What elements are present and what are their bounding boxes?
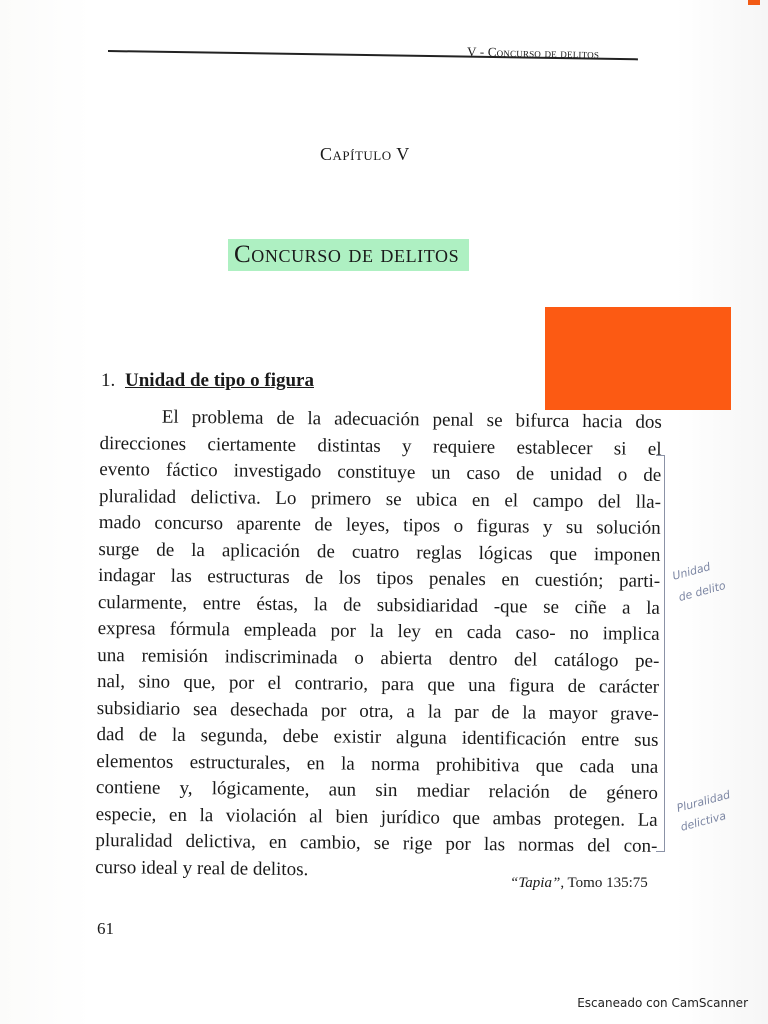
body-line: cularmente, entre éstas, la de subsidiaridad -que se ciñe a la [97,591,661,619]
body-line: elementos estructurales, en la norma prohibitiva que cada una [96,750,659,778]
margin-note: de delito [677,578,728,605]
margin-note: Unidad [670,560,712,583]
body-line: curso ideal y real de delitos. [95,856,309,880]
scanner-watermark: Escaneado con CamScanner [577,996,748,1010]
sticky-note-tab [545,307,731,410]
body-line: expresa fórmula empleada por la ley en cada caso- no implica [97,617,660,645]
margin-note: Pluralidad [675,788,732,815]
body-line: mado concurso aparente de leyes, tipos o figuras y su solución [98,511,661,539]
body-line: direcciones ciertamente distintas y requiere establecer si el [99,432,662,460]
body-line: dad de la segunda, debe existir alguna identificación entre sus [96,723,659,751]
citation [510,875,648,892]
chapter-label: Capítulo V [320,144,410,164]
body-paragraph [95,404,662,887]
body-line: surge de la aplicación de cuatro reglas lógicas que imponen [98,538,661,566]
body-line: pluralidad delictiva. Lo primero se ubica en el campo del lla- [98,485,662,513]
section-title: Unidad de tipo o figura [125,370,314,391]
body-line: indagar las estructuras de los tipos penales en cuestión; parti- [98,564,661,592]
body-line: una remisión indiscriminada o abierta dentro del catálogo pe- [97,644,660,672]
citation-reference: , Tomo 135:75 [560,875,648,891]
section-heading [101,370,314,392]
margin-note: delictiva [679,809,728,834]
chapter-title-highlight [228,239,469,271]
running-head: V - Concurso de delitos [466,43,600,62]
citation-case-name: “Tapia” [510,875,561,891]
body-line: pluralidad delictiva, en cambio, se rige por las normas del con- [95,829,658,857]
body-line: nal, sino que, por el contrario, para que una figura de carácter [96,670,660,698]
body-line: contiene y, lógicamente, aun sin mediar relación de género [95,776,659,804]
body-line: El problema de la adecuación penal se bifurca hacia dos [161,406,662,433]
body-line: especie, en la violación al bien jurídico que ambas protegen. La [95,803,658,831]
section-number: 1. [101,370,116,391]
chapter-title: Concurso de delitos [234,241,460,268]
corner-tab-mark [748,0,760,5]
body-line: subsidiario sea desechada por otra, a la par de la mayor grave- [96,697,659,725]
pencil-bracket [656,455,665,852]
page-number: 61 [97,919,114,938]
body-line: evento fáctico investigado constituye un caso de unidad o de [99,458,662,486]
